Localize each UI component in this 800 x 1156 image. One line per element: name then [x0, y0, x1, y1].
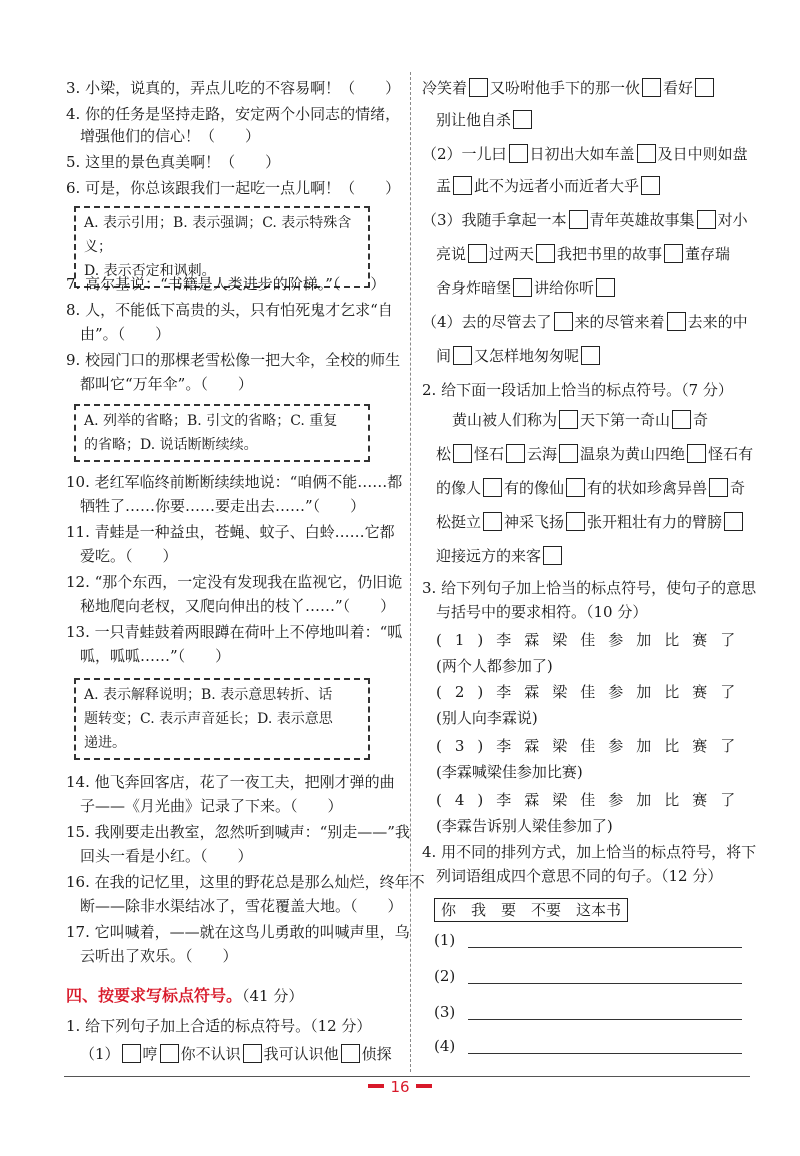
task-3-note-4: (李霖告诉别人梁佳参加了) [436, 817, 613, 835]
punctuation-box[interactable] [581, 346, 600, 365]
punctuation-box[interactable] [453, 444, 472, 463]
question-10-line2: 牺牲了……你要……要走出去……”（ ） [80, 497, 366, 515]
punctuation-box[interactable] [709, 478, 728, 497]
word-bank: 你 我 要 不要 这本书 [434, 898, 628, 922]
punctuation-box[interactable] [724, 512, 743, 531]
punctuation-box[interactable] [509, 144, 528, 163]
task-3-sentence-4: (4)李霖梁佳参加比赛了 [436, 791, 749, 809]
punctuation-box[interactable] [341, 1044, 360, 1063]
punctuation-box[interactable] [554, 312, 573, 331]
punctuation-box[interactable] [468, 244, 487, 263]
question-16-line2: 断——除非水渠结冰了，雪花覆盖大地。（ ） [80, 897, 403, 915]
task-1-title: 1. 给下列句子加上合适的标点符号。（12 分） [66, 1017, 372, 1035]
task-1-line-b: 别让他自杀 [436, 108, 534, 132]
punctuation-box[interactable] [695, 78, 714, 97]
page-number: 16 [0, 1078, 800, 1096]
punctuation-box[interactable] [453, 346, 472, 365]
task-2-title: 2. 给下面一段话加上恰当的标点符号。（7 分） [422, 381, 733, 399]
options-box-3-line3: 递进。 [84, 735, 126, 751]
task-1-line-g: 舍身炸暗堡 讲给你听 [436, 276, 617, 300]
task-1-line-h: （4）去的尽管去了 来的尽管来着 去来的中 [422, 313, 748, 331]
task-1-line-c: （2）一儿曰 日初出大如车盖 及日中则如盘 [422, 145, 748, 163]
question-12-line1: 12. “那个东西，一定没有发现我在监视它，仍旧诡 [66, 573, 403, 591]
section-title-text: 四、按要求写标点符号。 [66, 986, 243, 1005]
answer-underline [468, 983, 742, 984]
section-points: （41 分） [242, 987, 304, 1005]
question-11-line1: 11. 青蛙是一种益虫，苍蝇、蚊子、白蛉……它都 [66, 523, 395, 541]
question-15-line1: 15. 我刚要走出教室，忽然听到喊声：“别走——”我 [66, 823, 410, 841]
answer-underline [468, 947, 742, 948]
question-13-line1: 13. 一只青蛙鼓着两眼蹲在荷叶上不停地叫着：“呱 [66, 623, 403, 641]
question-6: 6. 可是，你总该跟我们一起吃一点儿啊！（ ） [66, 179, 401, 197]
task-1-line-a: 冷笑着 又吩咐他手下的那一伙 看好 [422, 76, 716, 100]
task-1-line-e: （3）我随手拿起一本 青年英雄故事集 对小 [422, 211, 748, 229]
punctuation-box[interactable] [483, 478, 502, 497]
page-dash-right [416, 1084, 432, 1088]
punctuation-box[interactable] [559, 444, 578, 463]
answer-underline [468, 1053, 742, 1054]
punctuation-box[interactable] [566, 478, 585, 497]
task-3-sentence-1: (1)李霖梁佳参加比赛了 [436, 631, 749, 649]
question-8-line1: 8. 人，不能低下高贵的头，只有怕死鬼才乞求“自 [66, 301, 393, 319]
punctuation-box[interactable] [637, 144, 656, 163]
punctuation-box[interactable] [697, 210, 716, 229]
question-16-line1: 16. 在我的记忆里，这里的野花总是那么灿烂，终年不 [66, 873, 425, 891]
punctuation-box[interactable] [566, 512, 585, 531]
punctuation-box[interactable] [243, 1044, 262, 1063]
punctuation-box[interactable] [469, 78, 488, 97]
task-3-title-line2: 与括号中的要求相符。（10 分） [436, 603, 648, 621]
options-box-3 [74, 678, 370, 760]
answer-underline [468, 1019, 742, 1020]
answer-line-2[interactable]: (2) [434, 964, 750, 988]
question-14-line1: 14. 他飞奔回客店，花了一夜工夫，把刚才弹的曲 [66, 773, 395, 791]
punctuation-box[interactable] [642, 78, 661, 97]
options-box-1-line1: A. 表示引用；B. 表示强调；C. 表示特殊含义； [84, 215, 352, 255]
task-3-note-3: (李霖喊梁佳参加比赛) [436, 763, 583, 781]
punctuation-box[interactable] [596, 278, 615, 297]
options-box-2 [74, 404, 370, 462]
punctuation-box[interactable] [559, 410, 578, 429]
punctuation-box[interactable] [536, 244, 555, 263]
options-box-1-line2: D. 表示否定和讽刺。 [84, 263, 216, 279]
task-2-line-1: 黄山被人们称为 天下第一奇山 奇 [452, 411, 709, 429]
page-dash-left [368, 1084, 384, 1088]
task-3-sentence-2: (2)李霖梁佳参加比赛了 [436, 683, 749, 701]
question-14-line2: 子——《月光曲》记录了下来。（ ） [80, 797, 343, 815]
punctuation-box[interactable] [453, 176, 472, 195]
task-3-sentence-3: (3)李霖梁佳参加比赛了 [436, 737, 749, 755]
punctuation-box[interactable] [667, 312, 686, 331]
punctuation-box[interactable] [160, 1044, 179, 1063]
answer-line-3[interactable]: (3) [434, 1000, 750, 1024]
task-2-line-5: 迎接远方的来客 [436, 544, 564, 568]
task-4-title-line2: 列词语组成四个意思不同的句子。（12 分） [436, 867, 723, 885]
question-7: 7. 高尔基说：“书籍是人类进步的阶梯。”（ ） [66, 275, 386, 293]
question-9-line2: 都叫它“万年伞”。（ ） [80, 375, 253, 393]
punctuation-box[interactable] [483, 512, 502, 531]
punctuation-box[interactable] [506, 444, 525, 463]
task-1-line-i: 间 又怎样地匆匆呢 [436, 344, 602, 368]
punctuation-box[interactable] [122, 1044, 141, 1063]
punctuation-box[interactable] [513, 110, 532, 129]
question-15-line2: 回头一看是小红。（ ） [80, 847, 253, 865]
punctuation-box[interactable] [672, 410, 691, 429]
task-1-sentence-1: （1） 哼 你不认识 我可认识他 侦探 [80, 1045, 392, 1063]
task-3-title-line1: 3. 给下列句子加上恰当的标点符号，使句子的意思 [422, 579, 757, 597]
answer-line-1[interactable]: (1) [434, 928, 750, 952]
punctuation-box[interactable] [641, 176, 660, 195]
task-1-line-f: 亮说 过两天 我把书里的故事 董存瑞 [436, 245, 731, 263]
column-divider [410, 72, 411, 1072]
task-4-title-line1: 4. 用不同的排列方式，加上恰当的标点符号，将下 [422, 843, 757, 861]
options-box-2-line2: 的省略；D. 说话断断续续。 [84, 437, 258, 453]
task-3-note-2: (别人向李霖说) [436, 709, 538, 727]
punctuation-box[interactable] [664, 244, 683, 263]
task-3-note-1: (两个人都参加了) [436, 657, 553, 675]
punctuation-box[interactable] [543, 546, 562, 565]
punctuation-box[interactable] [687, 444, 706, 463]
question-10-line1: 10. 老红军临终前断断续续地说：“咱俩不能……都 [66, 473, 403, 491]
section-title [66, 984, 303, 1008]
question-11-line2: 爱吃。（ ） [80, 547, 178, 565]
options-box-2-line1: A. 列举的省略；B. 引文的省略；C. 重复 [84, 413, 338, 429]
question-8-line2: 由”。（ ） [80, 325, 171, 343]
question-4-line1: 4. 你的任务是坚持走路，安定两个小同志的情绪， [66, 105, 401, 123]
question-13-line2: 呱，呱呱……”（ ） [80, 647, 231, 665]
question-12-line2: 秘地爬向老杈，又爬向伸出的枝丫……”（ ） [80, 597, 396, 615]
punctuation-box[interactable] [569, 210, 588, 229]
question-17-line2: 云听出了欢乐。（ ） [80, 947, 238, 965]
options-box-3-line1: A. 表示解释说明；B. 表示意思转折、话 [84, 687, 333, 703]
question-17-line1: 17. 它叫喊着，——就在这鸟儿勇敢的叫喊声里，乌 [66, 923, 410, 941]
question-5: 5. 这里的景色真美啊！（ ） [66, 153, 281, 171]
question-3: 3. 小梁，说真的，弄点儿吃的不容易啊！（ ） [66, 79, 401, 97]
footer-rule [64, 1076, 750, 1077]
task-2-line-3: 的像人 有的像仙 有的状如珍禽异兽 奇 [436, 479, 746, 497]
answer-line-4[interactable]: (4) [434, 1034, 750, 1058]
punctuation-box[interactable] [513, 278, 532, 297]
task-1-line-d: 盂 此不为远者小而近者大乎 [436, 174, 662, 198]
task-2-line-4: 松挺立 神采飞扬 张开粗壮有力的臂膀 [436, 510, 745, 534]
task-2-line-2: 松 怪石 云海 温泉为黄山四绝 怪石有 [436, 445, 754, 463]
question-4-line2: 增强他们的信心！（ ） [80, 127, 261, 145]
question-9-line1: 9. 校园门口的那棵老雪松像一把大伞，全校的师生 [66, 351, 401, 369]
options-box-3-line2: 题转变；C. 表示声音延长；D. 表示意思 [84, 711, 333, 727]
